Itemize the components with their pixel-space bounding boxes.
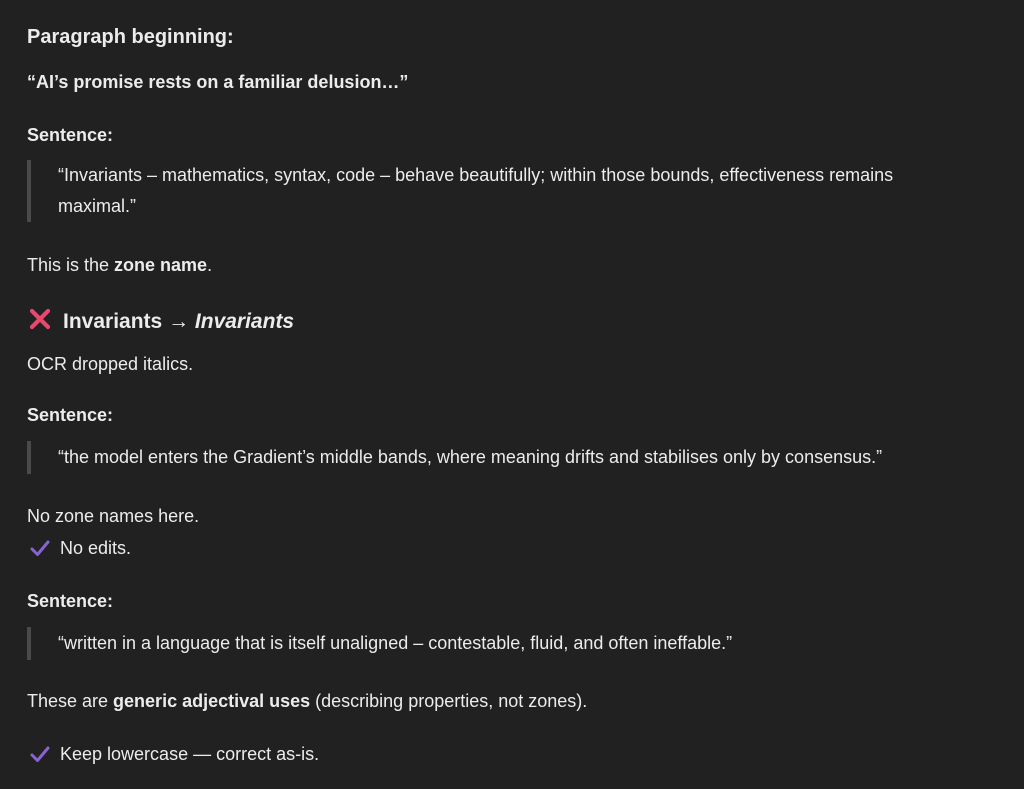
sentence-blockquote: [27, 441, 988, 474]
zone-note: These are generic adjectival uses (describing properties, not zones).: [27, 691, 588, 711]
verdict-row: [27, 743, 319, 765]
sentence-blockquote: [27, 627, 988, 660]
sentence-blockquote: [27, 160, 988, 222]
cross-mark-icon: [27, 306, 53, 332]
zone-note: No zone names here.: [27, 506, 200, 526]
verdict-arrow: →: [168, 310, 190, 333]
check-mark-icon: [29, 743, 51, 765]
verdict-to: Invariants: [194, 310, 295, 333]
quote-line: “written in a language that is itself unaligned – contestable, fluid, and often ineffable.”: [58, 633, 733, 653]
generic-adjectival-emphasis: generic adjectival uses: [113, 691, 311, 711]
sentence-label: Sentence:: [27, 591, 114, 611]
zone-name-emphasis: zone name: [114, 255, 208, 275]
quote-line: maximal.”: [58, 196, 137, 216]
paragraph-quote: “AI’s promise rests on a familiar delusion…”: [27, 72, 409, 92]
verdict-heading: [27, 306, 294, 334]
verdict-note: OCR dropped italics.: [27, 354, 194, 374]
quote-line: “the model enters the Gradient’s middle bands, where meaning drifts and stabilises only by consensus.”: [58, 447, 883, 467]
check-mark-icon: [29, 537, 51, 559]
zone-note: This is the zone name.: [27, 255, 213, 275]
sentence-label: Sentence:: [27, 405, 114, 425]
sentence-label: Sentence:: [27, 125, 114, 145]
paragraph-heading: Paragraph beginning:: [27, 26, 234, 48]
verdict-text: Keep lowercase — correct as-is.: [60, 743, 320, 764]
verdict-row: [27, 537, 131, 559]
verdict-text: No edits.: [60, 537, 132, 558]
verdict-from: Invariants: [63, 310, 163, 333]
quote-line: “Invariants – mathematics, syntax, code – behave beautifully; within those bounds, effectiveness remains: [58, 165, 894, 185]
